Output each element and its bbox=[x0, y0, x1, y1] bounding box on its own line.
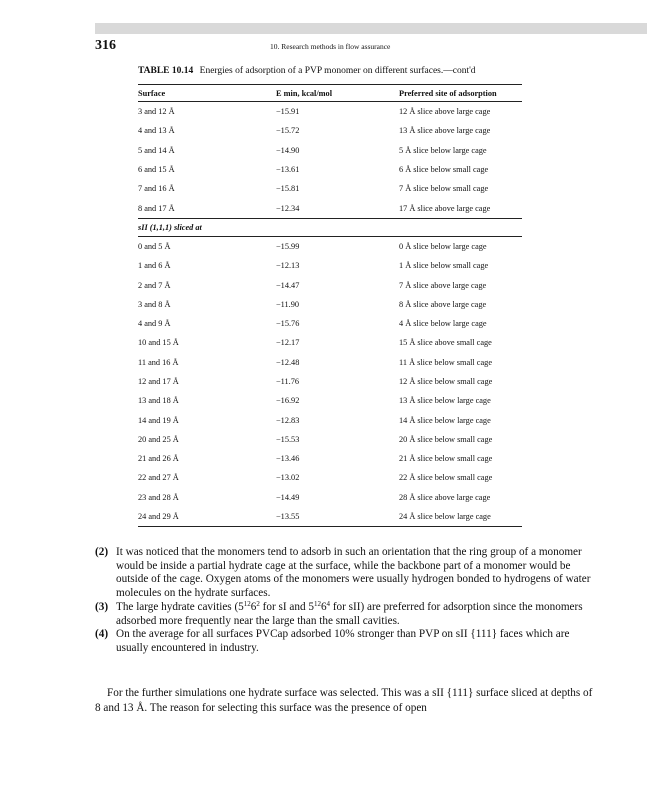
cell-site: 13 Å slice below large cage bbox=[399, 396, 491, 406]
table-row bbox=[138, 160, 522, 179]
cell-emin: −14.47 bbox=[276, 280, 300, 290]
table-row bbox=[138, 236, 522, 256]
table-row bbox=[138, 488, 522, 507]
cell-surface: 14 and 19 Å bbox=[138, 415, 179, 425]
cell-emin: −12.34 bbox=[276, 203, 300, 213]
cell-surface: 7 and 16 Å bbox=[138, 184, 175, 194]
cell-surface: 0 and 5 Å bbox=[138, 241, 171, 251]
table-caption-text: Energies of adsorption of a PVP monomer on different surfaces.—cont'd bbox=[199, 66, 476, 76]
section-label: sII (1,1,1) sliced at bbox=[138, 218, 522, 236]
cell-surface: 1 and 6 Å bbox=[138, 261, 171, 271]
table-row bbox=[138, 102, 522, 122]
cell-surface: 24 and 29 Å bbox=[138, 507, 276, 527]
note-text: On the average for all surfaces PVCap adsorbed 10% stronger than PVP on sII {111} faces which are usually encountered in industry. bbox=[116, 628, 570, 654]
note-number: (3) bbox=[95, 600, 109, 613]
cell-site: 1 Å slice below small cage bbox=[399, 261, 489, 271]
table-row bbox=[138, 256, 522, 275]
numbered-notes bbox=[95, 546, 595, 656]
cell-emin: −13.46 bbox=[276, 454, 300, 464]
table-row bbox=[138, 430, 522, 449]
table-row bbox=[138, 353, 522, 372]
cell-emin: −15.72 bbox=[276, 126, 300, 136]
table-body-bottom bbox=[138, 236, 522, 526]
cell-surface: 23 and 28 Å bbox=[138, 492, 179, 502]
note-number: (2) bbox=[95, 546, 109, 558]
cell-emin: −12.48 bbox=[276, 357, 300, 367]
cell-surface: 22 and 27 Å bbox=[138, 473, 179, 483]
table-body-top bbox=[138, 102, 522, 219]
table-row bbox=[138, 295, 522, 314]
cell-site: 28 Å slice above large cage bbox=[399, 492, 491, 502]
cell-emin: −15.99 bbox=[276, 241, 300, 251]
cell-surface: 4 and 13 Å bbox=[138, 126, 175, 136]
cell-site: 22 Å slice below small cage bbox=[399, 473, 493, 483]
cell-site: 21 Å slice below small cage bbox=[399, 454, 493, 464]
table-row bbox=[138, 507, 522, 527]
cell-site: 24 Å slice below large cage bbox=[399, 507, 522, 527]
cell-site: 6 Å slice below small cage bbox=[399, 165, 489, 175]
cell-site: 14 Å slice below large cage bbox=[399, 415, 491, 425]
cell-surface: 4 and 9 Å bbox=[138, 319, 171, 329]
cell-site: 12 Å slice above large cage bbox=[399, 107, 491, 117]
column-header-site: Preferred site of adsorption bbox=[399, 85, 522, 102]
note-number: (4) bbox=[95, 628, 109, 641]
cell-site: 0 Å slice below large cage bbox=[399, 241, 487, 251]
cell-emin: −13.61 bbox=[276, 165, 300, 175]
cell-site: 20 Å slice below small cage bbox=[399, 434, 493, 444]
cell-emin: −14.49 bbox=[276, 492, 300, 502]
cell-surface: 21 and 26 Å bbox=[138, 454, 179, 464]
cell-emin: −11.76 bbox=[276, 377, 300, 386]
table-row bbox=[138, 198, 522, 218]
note-4 bbox=[95, 628, 595, 655]
cell-emin: −14.90 bbox=[276, 145, 300, 155]
cell-emin: −13.02 bbox=[276, 473, 300, 483]
body-paragraph: For the further simulations one hydrate surface was selected. This was a sII {111} surface sliced at depths of 8 and 13 Å. The reason for selecting this surface was the presence of open bbox=[95, 687, 593, 714]
cell-surface: 3 and 12 Å bbox=[138, 107, 175, 117]
cell-surface: 6 and 15 Å bbox=[138, 165, 175, 175]
column-header-emin: E min, kcal/mol bbox=[276, 85, 399, 102]
running-head: 10. Research methods in flow assurance bbox=[270, 42, 391, 51]
table-row bbox=[138, 179, 522, 198]
note-text: It was noticed that the monomers tend to adsorb in such an orientation that the ring group of a monomer would be inside a partial hydrate cage at the surface, while the backbone part of a monomer would be outside of the cage. Oxygen atoms of the monomers were usually hydrogen bonded to hydrogens of water molecules on the hydrate surfaces. bbox=[116, 546, 591, 600]
section-row bbox=[138, 218, 522, 236]
table-section-header bbox=[138, 218, 522, 236]
table-row bbox=[138, 333, 522, 352]
cell-surface: 8 and 17 Å bbox=[138, 203, 175, 213]
cell-site: 7 Å slice below small cage bbox=[399, 184, 489, 194]
cell-emin: −15.91 bbox=[276, 107, 300, 117]
cell-site: 5 Å slice below large cage bbox=[399, 145, 487, 155]
cell-emin: −15.81 bbox=[276, 184, 300, 194]
column-header-surface: Surface bbox=[138, 85, 276, 102]
table-row bbox=[138, 121, 522, 140]
cell-surface: 10 and 15 Å bbox=[138, 338, 179, 348]
cell-site: 15 Å slice above small cage bbox=[399, 338, 492, 348]
header-band bbox=[95, 23, 647, 34]
cell-site: 11 Å slice below small cage bbox=[399, 357, 493, 367]
table-row bbox=[138, 372, 522, 391]
cell-emin: −12.17 bbox=[276, 338, 300, 348]
cell-surface: 20 and 25 Å bbox=[138, 434, 179, 444]
cell-emin: −11.90 bbox=[276, 299, 300, 309]
table-label: TABLE 10.14 bbox=[138, 66, 194, 76]
cell-surface: 12 and 17 Å bbox=[138, 377, 179, 386]
table-row bbox=[138, 141, 522, 160]
cell-emin: −12.83 bbox=[276, 415, 300, 425]
table-row bbox=[138, 275, 522, 294]
cell-surface: 2 and 7 Å bbox=[138, 280, 171, 290]
cell-site: 17 Å slice above large cage bbox=[399, 203, 491, 213]
adsorption-energy-table bbox=[138, 84, 522, 527]
cell-emin: −12.13 bbox=[276, 261, 300, 271]
cell-emin: −15.76 bbox=[276, 319, 300, 329]
cell-surface: 13 and 18 Å bbox=[138, 396, 179, 406]
cell-site: 8 Å slice above large cage bbox=[399, 299, 487, 309]
cell-emin: −13.55 bbox=[276, 507, 399, 527]
note-2 bbox=[95, 546, 595, 601]
cell-emin: −15.53 bbox=[276, 434, 300, 444]
page-number: 316 bbox=[95, 38, 116, 53]
cell-site: 12 Å slice below small cage bbox=[399, 377, 493, 386]
table-row bbox=[138, 410, 522, 429]
table-caption bbox=[138, 66, 476, 76]
table-row bbox=[138, 391, 522, 410]
cell-surface: 3 and 8 Å bbox=[138, 299, 171, 309]
note-text: The large hydrate cavities ($5^{12}6^2$ for sI and $5^{12}6^4$ for sII) are preferred for adsorption since the monomers adsorbed more frequently near the large than the small cavities. bbox=[116, 599, 583, 627]
cell-emin: −16.92 bbox=[276, 396, 300, 406]
cell-surface: 5 and 14 Å bbox=[138, 145, 175, 155]
cell-site: 4 Å slice below large cage bbox=[399, 319, 487, 329]
table-row bbox=[138, 468, 522, 487]
cell-site: 13 Å slice above large cage bbox=[399, 126, 491, 136]
table-row bbox=[138, 314, 522, 333]
table-row bbox=[138, 449, 522, 468]
table-header-row bbox=[138, 85, 522, 102]
cell-site: 7 Å slice above large cage bbox=[399, 280, 487, 290]
data-table-container bbox=[138, 84, 522, 527]
note-3 bbox=[95, 601, 595, 628]
cell-surface: 11 and 16 Å bbox=[138, 357, 179, 367]
